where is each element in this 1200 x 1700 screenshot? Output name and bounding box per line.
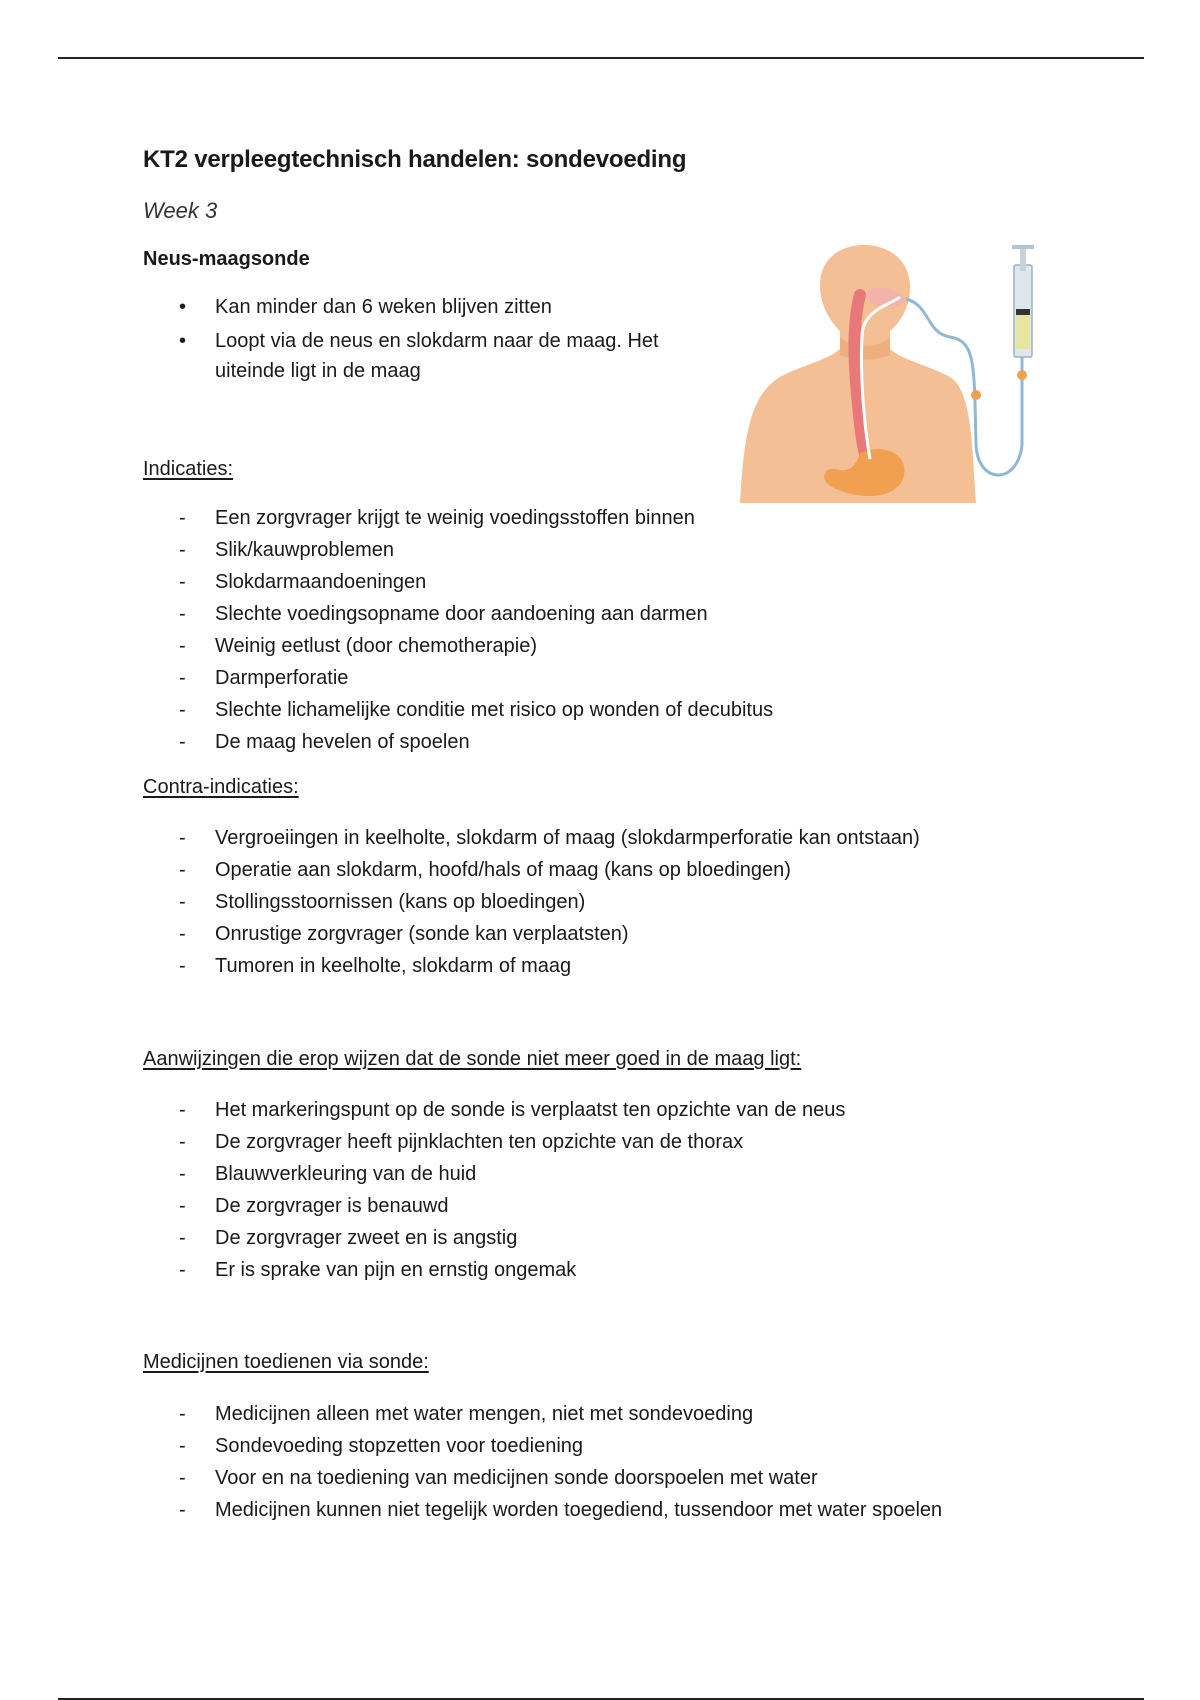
dash-marker: - bbox=[179, 603, 186, 625]
list-item-text: Een zorgvrager krijgt te weinig voedingsstoffen binnen bbox=[215, 507, 695, 529]
dash-marker: - bbox=[179, 1227, 186, 1249]
list-item bbox=[179, 1222, 845, 1254]
list-item-text: Er is sprake van pijn en ernstig ongemak bbox=[215, 1259, 577, 1281]
medicijnen-list bbox=[179, 1398, 942, 1526]
nasogastric-tube-illustration bbox=[740, 245, 1060, 503]
list-item-text: Slechte voedingsopname door aandoening aan darmen bbox=[215, 603, 708, 625]
dash-marker: - bbox=[179, 1163, 186, 1185]
dash-marker: - bbox=[179, 1259, 186, 1281]
list-item bbox=[179, 1430, 942, 1462]
list-item-text: Voor en na toediening van medicijnen sonde doorspoelen met water bbox=[215, 1467, 818, 1489]
list-item-text: Loopt via de neus en slokdarm naar de maag. Het uiteinde ligt in de maag bbox=[215, 330, 659, 382]
list-item-text: Medicijnen kunnen niet tegelijk worden toegediend, tussendoor met water spoelen bbox=[215, 1499, 943, 1521]
dash-marker: - bbox=[179, 1131, 186, 1153]
list-item bbox=[179, 662, 773, 694]
contra-indicaties-list bbox=[179, 822, 920, 982]
list-item bbox=[179, 1094, 845, 1126]
list-item bbox=[179, 1494, 942, 1526]
dash-marker: - bbox=[179, 1467, 186, 1489]
list-item bbox=[179, 630, 773, 662]
dash-marker: - bbox=[179, 635, 186, 657]
dash-marker: - bbox=[179, 1099, 186, 1121]
dash-marker: - bbox=[179, 571, 186, 593]
bullet-marker: • bbox=[179, 296, 187, 318]
list-item bbox=[179, 726, 773, 758]
section-heading-contra-indicaties: Contra-indicaties: bbox=[143, 776, 299, 798]
dash-marker: - bbox=[179, 1403, 186, 1425]
list-item bbox=[179, 566, 773, 598]
list-item bbox=[179, 1158, 845, 1190]
section-heading-indicaties: Indicaties: bbox=[143, 458, 234, 480]
list-item-text: Slokdarmaandoeningen bbox=[215, 571, 427, 593]
tube-clamp-right bbox=[1017, 370, 1027, 380]
list-item bbox=[179, 918, 920, 950]
tube-clamp-left bbox=[971, 390, 981, 400]
dash-marker: - bbox=[179, 539, 186, 561]
syringe-plunger-top bbox=[1012, 245, 1034, 249]
list-item-text: De zorgvrager is benauwd bbox=[215, 1195, 449, 1217]
document-title: KT2 verpleegtechnisch handelen: sondevoeding bbox=[143, 146, 687, 173]
week-label: Week 3 bbox=[143, 198, 218, 223]
aanwijzingen-list bbox=[179, 1094, 845, 1286]
dash-marker: - bbox=[179, 667, 186, 689]
list-item-text: Kan minder dan 6 weken blijven zitten bbox=[215, 296, 552, 318]
list-item-text: Blauwverkleuring van de huid bbox=[215, 1163, 477, 1185]
list-item-text: Tumoren in keelholte, slokdarm of maag bbox=[215, 955, 572, 977]
list-item bbox=[179, 822, 920, 854]
list-item-text: Medicijnen alleen met water mengen, niet met sondevoeding bbox=[215, 1403, 754, 1425]
list-item bbox=[179, 598, 773, 630]
list-item bbox=[179, 326, 719, 386]
list-item-text: De zorgvrager zweet en is angstig bbox=[215, 1227, 518, 1249]
list-item-text: De maag hevelen of spoelen bbox=[215, 731, 470, 753]
section-heading-aanwijzingen: Aanwijzingen die erop wijzen dat de sonde niet meer goed in de maag ligt: bbox=[143, 1048, 802, 1070]
list-item bbox=[179, 534, 773, 566]
dash-marker: - bbox=[179, 1435, 186, 1457]
list-item bbox=[179, 292, 719, 322]
list-item-text: Onrustige zorgvrager (sonde kan verplaatsten) bbox=[215, 923, 629, 945]
top-rule bbox=[58, 57, 1144, 59]
list-item-text: Operatie aan slokdarm, hoofd/hals of maag (kans op bloedingen) bbox=[215, 859, 791, 881]
list-item-text: Stollingsstoornissen (kans op bloedingen) bbox=[215, 891, 586, 913]
list-item bbox=[179, 502, 773, 534]
list-item bbox=[179, 950, 920, 982]
dash-marker: - bbox=[179, 955, 186, 977]
indicaties-list bbox=[179, 502, 773, 758]
dash-marker: - bbox=[179, 731, 186, 753]
torso-figure bbox=[740, 245, 976, 503]
bullet-marker: • bbox=[179, 330, 187, 352]
list-item-text: De zorgvrager heeft pijnklachten ten opzichte van de thorax bbox=[215, 1131, 744, 1153]
list-item-text: Weinig eetlust (door chemotherapie) bbox=[215, 635, 538, 657]
list-item-text: Slechte lichamelijke conditie met risico op wonden of decubitus bbox=[215, 699, 774, 721]
dash-marker: - bbox=[179, 859, 186, 881]
dash-marker: - bbox=[179, 1499, 186, 1521]
dash-marker: - bbox=[179, 507, 186, 529]
list-item bbox=[179, 854, 920, 886]
dash-marker: - bbox=[179, 891, 186, 913]
dash-marker: - bbox=[179, 699, 186, 721]
syringe-fill bbox=[1016, 315, 1030, 349]
list-item-text: Slik/kauwproblemen bbox=[215, 539, 394, 561]
list-item-text: Het markeringspunt op de sonde is verplaatst ten opzichte van de neus bbox=[215, 1099, 846, 1121]
subtitle: Neus-maagsonde bbox=[143, 248, 310, 270]
section-heading-medicijnen: Medicijnen toedienen via sonde: bbox=[143, 1351, 429, 1373]
intro-list bbox=[179, 292, 719, 386]
list-item bbox=[179, 1398, 942, 1430]
dash-marker: - bbox=[179, 923, 186, 945]
list-item bbox=[179, 694, 773, 726]
dash-marker: - bbox=[179, 1195, 186, 1217]
dash-marker: - bbox=[179, 827, 186, 849]
list-item bbox=[179, 1254, 845, 1286]
list-item-text: Darmperforatie bbox=[215, 667, 349, 689]
list-item bbox=[179, 1462, 942, 1494]
syringe-stopper bbox=[1016, 309, 1030, 315]
list-item-text: Sondevoeding stopzetten voor toediening bbox=[215, 1435, 584, 1457]
list-item bbox=[179, 886, 920, 918]
list-item bbox=[179, 1126, 845, 1158]
list-item-text: Vergroeiingen in keelholte, slokdarm of maag (slokdarmperforatie kan ontstaan) bbox=[215, 827, 920, 849]
list-item bbox=[179, 1190, 845, 1222]
